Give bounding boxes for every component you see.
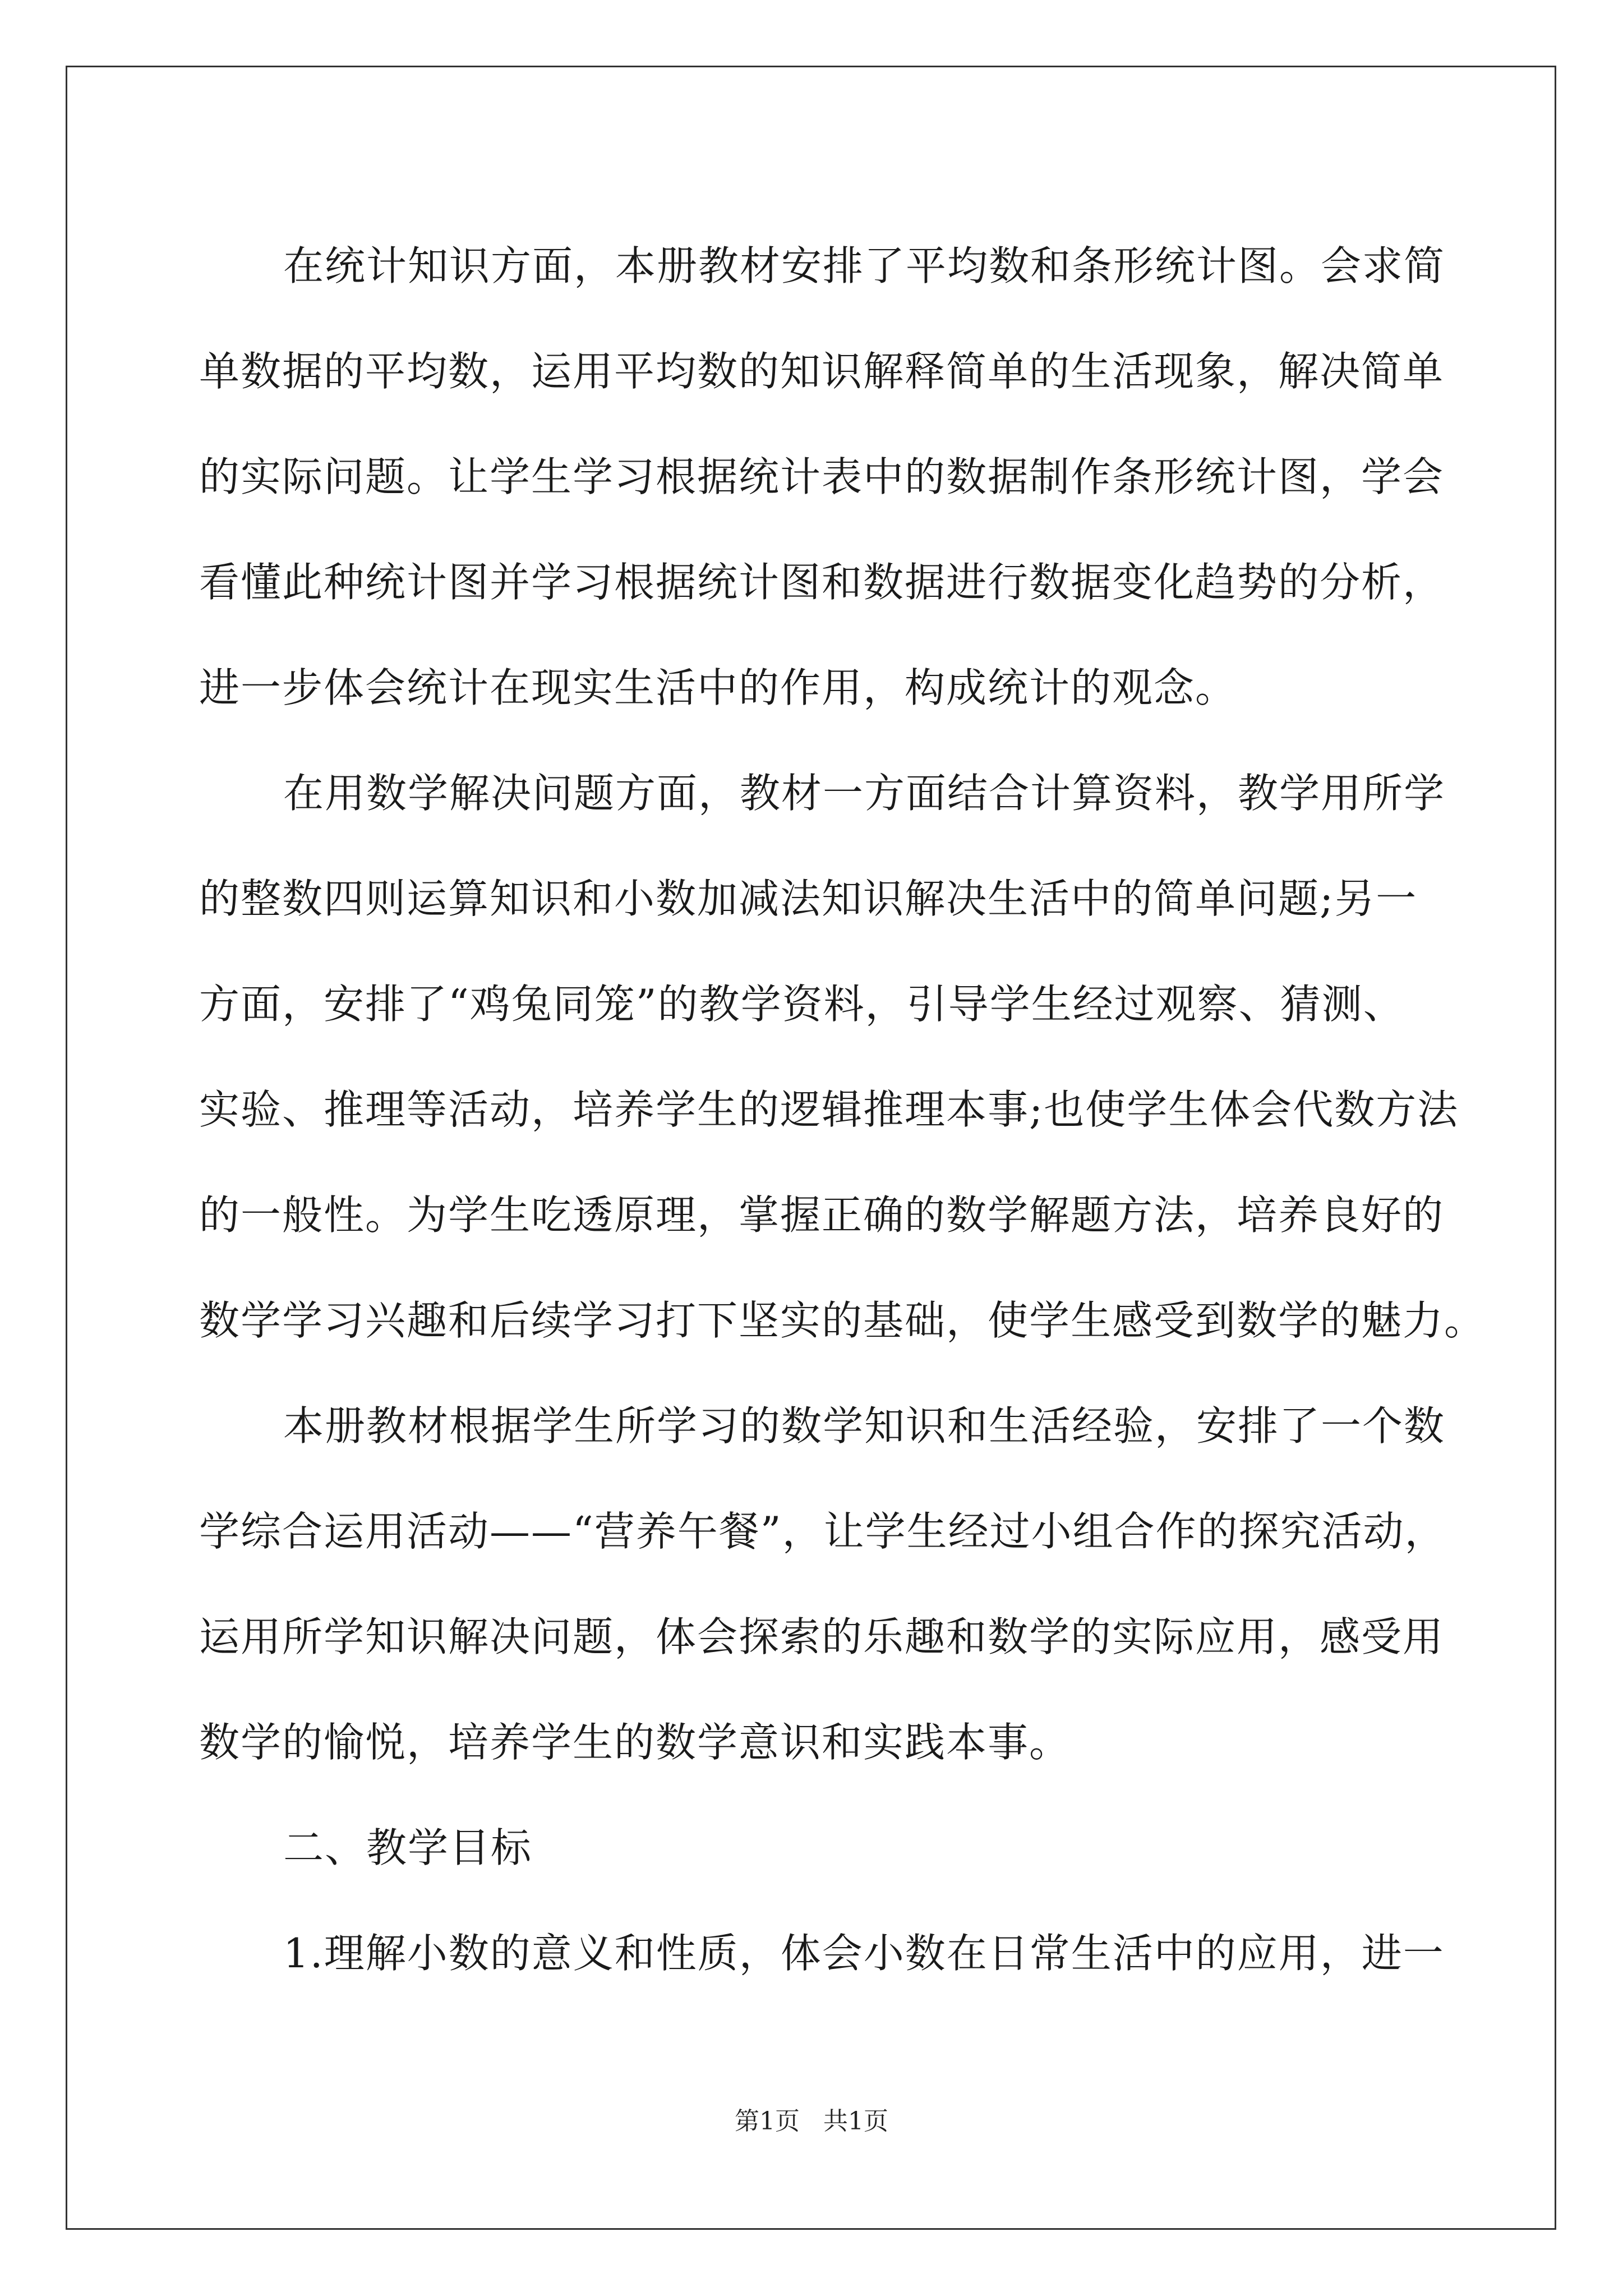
text-line: 1.理解小数的意义和性质，体会小数在日常生活中的应用，进一 (283, 1930, 1445, 1977)
text-line: 的实际问题。让学生学习根据统计表中的数据制作条形统计图，学会 (199, 453, 1445, 500)
text-line: 本册教材根据学生所学习的数学知识和生活经验，安排了一个数 (283, 1402, 1446, 1450)
text-line: 单数据的平均数，运用平均数的知识解释简单的生活现象，解决简单 (199, 348, 1445, 395)
page-total: 共1页 (823, 2107, 888, 2136)
text-line: 的整数四则运算知识和小数加减法知识解决生活中的简单问题;另一 (199, 875, 1418, 922)
text-line: 数学学习兴趣和后续学习打下坚实的基础，使学生感受到数学的魅力。 (199, 1297, 1486, 1344)
text-line: 在统计知识方面，本册教材安排了平均数和条形统计图。会求简 (283, 242, 1446, 289)
text-line: 数学的愉悦，培养学生的数学意识和实践本事。 (199, 1719, 1071, 1766)
text-line: 看懂此种统计图并学习根据统计图和数据进行数据变化趋势的分析， (199, 559, 1445, 606)
page-footer (0, 2101, 1623, 2137)
section-heading: 二、教学目标 (283, 1824, 533, 1871)
text-line: 运用所学知识解决问题，体会探索的乐趣和数学的实际应用，感受用 (199, 1613, 1445, 1660)
text-line: 学综合运用活动——“营养午餐”，让学生经过小组合作的探究活动， (199, 1508, 1446, 1555)
document-body (199, 213, 1486, 2006)
page-number: 第1页 (735, 2107, 800, 2136)
text-line: 的一般性。为学生吃透原理，掌握正确的数学解题方法，培养良好的 (199, 1191, 1445, 1239)
text-line: 方面，安排了“鸡兔同笼”的教学资料，引导学生经过观察、猜测、 (199, 981, 1405, 1028)
text-line: 实验、推理等活动，培养学生的逻辑推理本事;也使学生体会代数方法 (199, 1086, 1459, 1133)
text-line: 进一步体会统计在现实生活中的作用，构成统计的观念。 (199, 664, 1237, 711)
text-line: 在用数学解决问题方面，教材一方面结合计算资料，教学用所学 (283, 770, 1446, 817)
